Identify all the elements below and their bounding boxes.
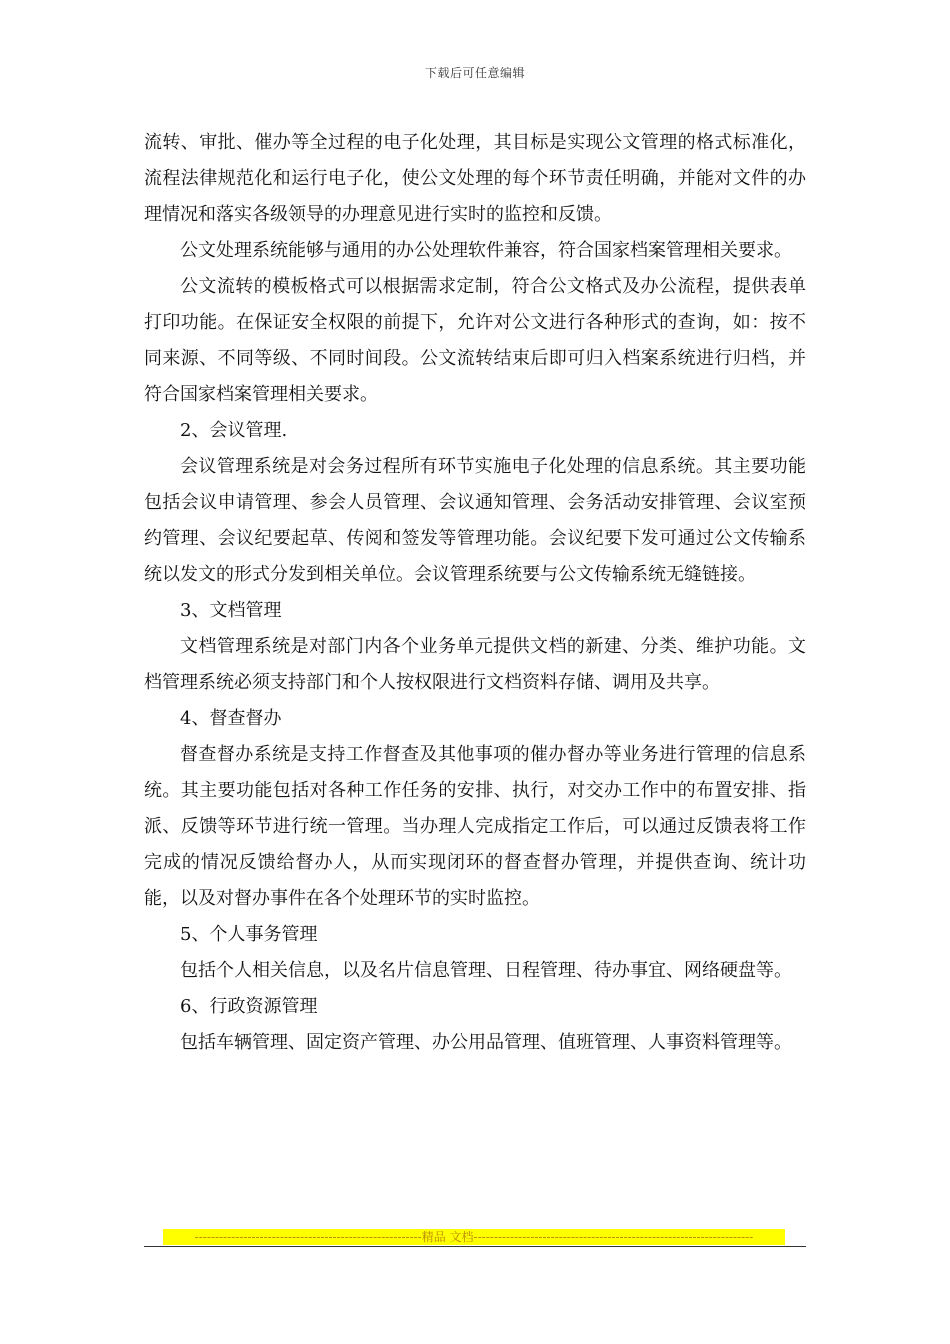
paragraph: 包括车辆管理、固定资产管理、办公用品管理、值班管理、人事资料管理等。 [180,1032,792,1053]
section-heading: 4、督查督办 [180,708,282,729]
paragraph: 会议管理系统是对会务过程所有环节实施电子化处理的信息系统。其主要功能包括会议申请管理、参会人员管理、会议通知管理、会务活动安排管理、会议室预约管理、会议纪要起草、传阅和签发等管理功能。会议纪要下发可通过公文传输系统以发文的形式分发到相关单位。会议管理系统要与公文传输系统无缝链接。 [144,456,806,585]
document-body [144,125,806,1061]
paragraph: 流转、审批、催办等全过程的电子化处理，其目标是实现公文管理的格式标准化，流程法律规范化和运行电子化，使公文处理的每个环节责任明确，并能对文件的办理情况和落实各级领导的办理意见进行实时的监控和反馈。 [144,132,806,225]
paragraph: 包括个人相关信息，以及名片信息管理、日程管理、待办事宜、网络硬盘等。 [180,960,792,981]
paragraph: 公文处理系统能够与通用的办公处理软件兼容，符合国家档案管理相关要求。 [180,240,792,261]
footer-divider [144,1246,806,1247]
section-heading: 5、个人事务管理 [180,924,318,945]
paragraph: 文档管理系统是对部门内各个业务单元提供文档的新建、分类、维护功能。文档管理系统必须支持部门和个人按权限进行文档资料存储、调用及共享。 [144,636,806,693]
section-heading: 6、行政资源管理 [180,996,318,1017]
section-heading: 3、文档管理 [180,600,282,621]
paragraph: 公文流转的模板格式可以根据需求定制，符合公文格式及办公流程，提供表单打印功能。在保证安全权限的前提下，允许对公文进行各种形式的查询，如：按不同来源、不同等级、不同时间段。公文流转结束后即可归入档案系统进行归档，并符合国家档案管理相关要求。 [144,276,806,405]
page-header: 下载后可任意编辑 [424,66,525,80]
section-heading: 2、会议管理. [180,420,288,441]
footer-banner: --------------------------------------------------------精品 文档--------------------------------------------------------------------- [163,1229,785,1245]
paragraph: 督查督办系统是支持工作督查及其他事项的催办督办等业务进行管理的信息系统。其主要功能包括对各种工作任务的安排、执行，对交办工作中的布置安排、指派、反馈等环节进行统一管理。当办理人完成指定工作后，可以通过反馈表将工作完成的情况反馈给督办人，从而实现闭环的督查督办管理，并提供查询、统计功能，以及对督办事件在各个处理环节的实时监控。 [144,744,806,909]
